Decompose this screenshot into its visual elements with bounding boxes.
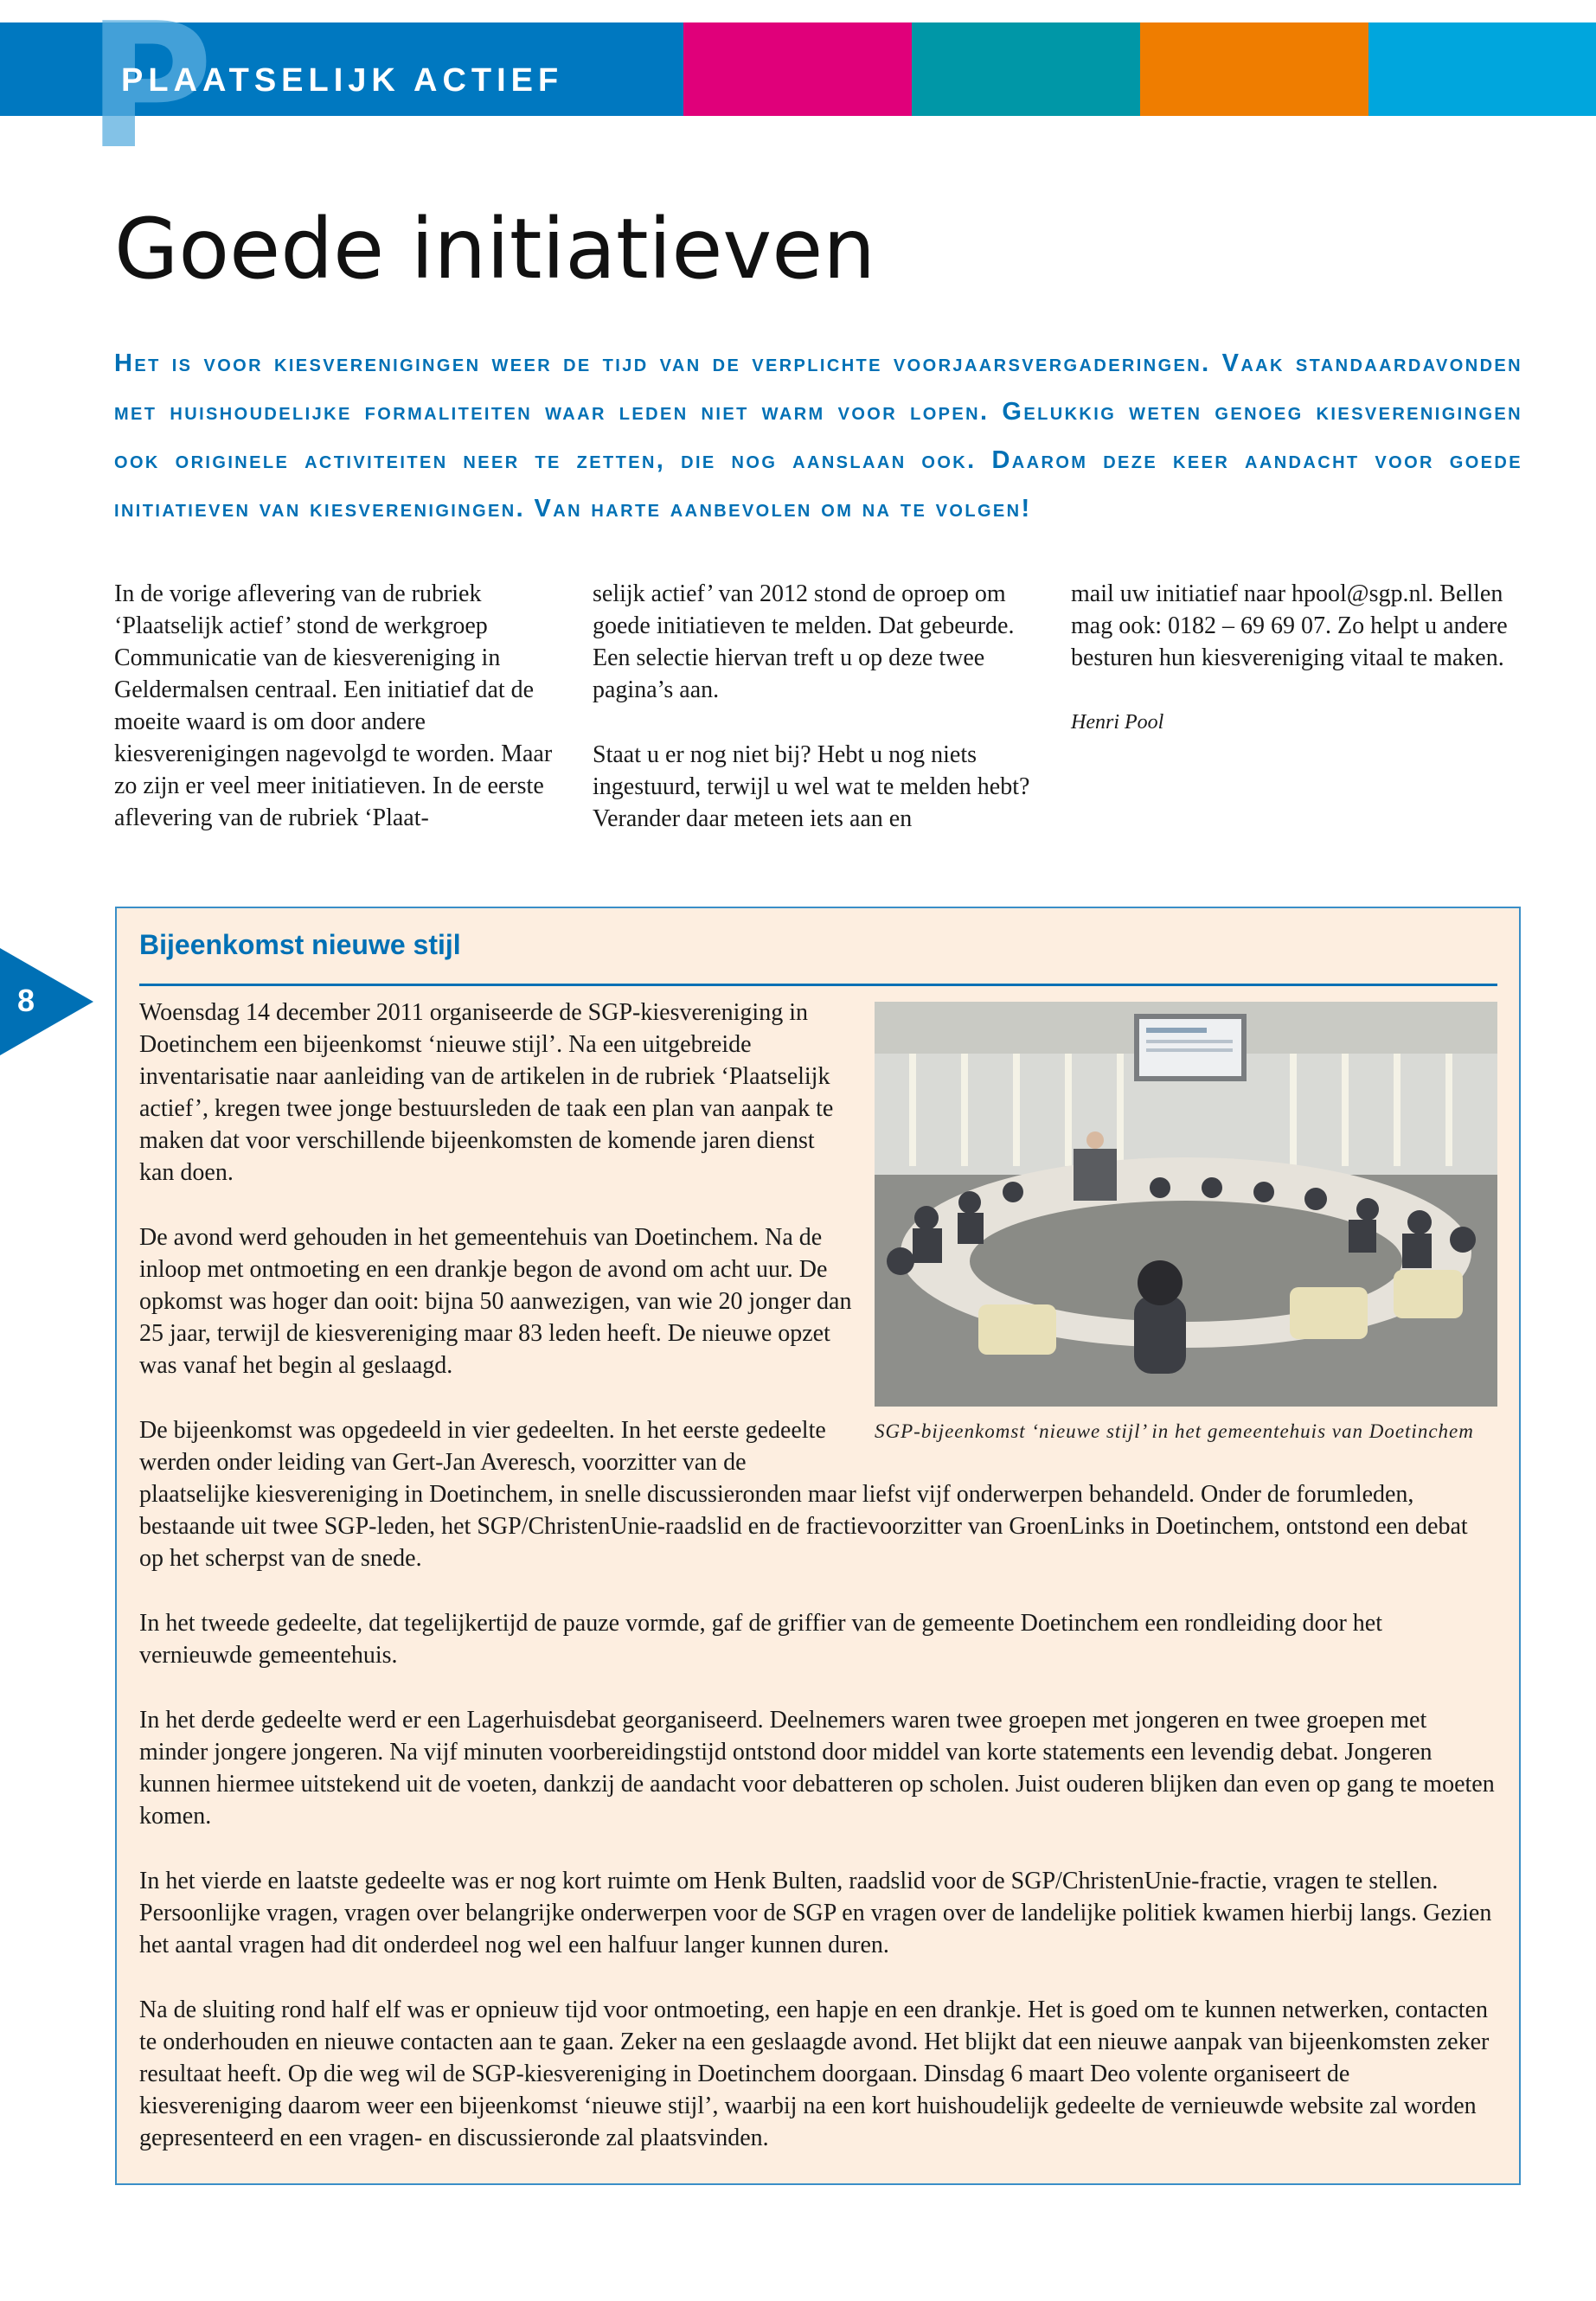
box-paragraph-4: In het tweede gedeelte, dat tegelijkertijd de pauze vormde, gaf de griffier van de gemeente Doetinchem een rondleiding door het vernieuwde gemeentehuis. [139, 1610, 1382, 1669]
column-2 [593, 578, 1042, 868]
meeting-photo-illustration [875, 1002, 1497, 1407]
header-bar-teal [912, 22, 1140, 116]
column-3 [1071, 578, 1521, 772]
article-title: Goede initiatieven [114, 201, 876, 298]
column-1 [114, 578, 564, 867]
column-2-paragraph-1: selijk actief’ van 2012 stond de oproep om goede initiatieven te melden. Dat gebeurde. Een selectie hiervan treft u op deze twee pagina’s aan. [593, 580, 1015, 703]
box-title: Bijeenkomst nieuwe stijl [139, 929, 461, 960]
sidebar-box [115, 907, 1521, 2185]
box-paragraph-5: In het derde gedeelte werd er een Lagerhuisdebat georganiseerd. Deelnemers waren twee groepen met jongeren en twee groepen met minder jongere jongeren. Na vijf minuten voorbereidingstijd ontstond door middel van korte statements een levendig debat. Jongeren kunnen hiermee uitstekend uit de voeten, dankzij de aandacht voor debatteren op scholen. Juist ouderen blijken dan even op gang te moeten komen. [139, 1707, 1495, 1830]
author-signature: Henri Pool [1071, 711, 1164, 734]
header-bar-magenta [683, 22, 912, 116]
header-bar-orange [1140, 22, 1368, 116]
column-2-paragraph-2: Staat u er nog niet bij? Hebt u nog niets ingestuurd, terwijl u wel wat te melden hebt? Verander daar meteen iets aan en [593, 741, 1030, 832]
page-number: 8 [17, 983, 35, 1018]
box-paragraph-2: De avond werd gehouden in het gemeentehuis van Doetinchem. Na de inloop met ontmoeting en een drankje begon de avond om acht uur. De opkomst was hoger dan ooit: bijna 50 aanwezigen, van wie 20 jonger dan 25 jaar, terwijl de kiesvereniging maar 83 leden heeft. De nieuwe opzet was vanaf het begin al geslaagd. [139, 1224, 852, 1379]
photo-block [875, 1002, 1497, 1452]
section-label: PLAATSELIJK ACTIEF [121, 62, 564, 99]
page-marker-triangle [0, 948, 93, 1055]
section-letter: P [87, 0, 214, 188]
header-bar-lightblue [1368, 22, 1596, 116]
article-intro: Het is voor kiesverenigingen weer de tijd van de verplichte voorjaarsvergaderingen. Vaak standaardavonden met huishoudelijke formaliteiten waar leden niet warm voor lopen. Gelukkig weten genoeg kiesverenigingen ook originele activiteiten neer te zetten, die nog aanslaan ook. Daarom deze keer aandacht voor goede initiatieven van kiesverenigingen. Van harte aanbevolen om na te volgen! [114, 349, 1522, 522]
box-paragraph-1: Woensdag 14 december 2011 organiseerde de SGP-kiesvereniging in Doetinchem een bijeenkomst ‘nieuwe stijl’. Na een uitgebreide inventarisatie naar aanleiding van de artikelen in de rubriek ‘Plaatselijk actief’, kregen twee jonge bestuursleden de taak een plan van aanpak te maken dat voor verschillende bijeenkomsten de komende jaren dienst kan doen. [139, 999, 834, 1186]
box-body [139, 997, 1497, 2187]
photo-caption: SGP-bijeenkomst ‘nieuwe stijl’ in het gemeentehuis van Doetinchem [875, 1420, 1474, 1442]
box-paragraph-6: In het vierde en laatste gedeelte was er nog kort ruimte om Henk Bulten, raadslid voor de SGP/ChristenUnie-fractie, vragen te stellen. Persoonlijke vragen, vragen over belangrijke onderwerpen voor de SGP en vragen over de landelijke politiek kwamen hierbij langs. Gezien het aantal vragen had dit onderdeel nog wel een halfuur langer kunnen duren. [139, 1868, 1492, 1958]
column-3-paragraph: mail uw initiatief naar hpool@sgp.nl. Bellen mag ook: 0182 – 69 69 07. Zo helpt u andere besturen hun kiesvereniging vitaal te maken. [1071, 580, 1508, 671]
meeting-photo [875, 1002, 1497, 1407]
box-paragraph-3: De bijeenkomst was opgedeeld in vier gedeelten. In het eerste gedeelte werden onder leiding van Gert-Jan Averesch, voorzitter van de plaatselijke kiesvereniging in Doetinchem, in snelle discussieronden maar liefst vijf onderwerpen behandeld. Onder de forumleden, bestaande uit twee SGP-leden, het SGP/ChristenUnie-raadslid en de fractievoorzitter van GroenLinks in Doetinchem, ontstond een debat op het scherpst van de snede. [139, 1417, 1468, 1572]
box-paragraph-7: Na de sluiting rond half elf was er opnieuw tijd voor ontmoeting, een hapje en een drankje. Het is goed om te kunnen netwerken, contacten te onderhouden en nieuwe contacten aan te gaan. Zeker na een geslaagde avond. Het blijkt dat een nieuwe aanpak van bijeenkomsten zeker resultaat heeft. Op die weg wil de SGP-kiesvereniging in Doetinchem doorgaan. Dinsdag 6 maart Deo volente organiseert de kiesvereniging daarom weer een bijeenkomst ‘nieuwe stijl’, waarbij na een kort huishoudelijk gedeelte de vernieuwde website zal worden gepresenteerd en een vragen- en discussieronde zal plaatsvinden. [139, 1997, 1490, 2151]
box-title-rule [139, 984, 1497, 986]
column-1-paragraph: In de vorige aflevering van de rubriek ‘Plaatselijk actief’ stond de werkgroep Communicatie van de kiesvereniging in Geldermalsen centraal. Een initiatief dat de moeite waard is om door andere kiesverenigingen nagevolgd te worden. Maar zo zijn er veel meer initiatieven. In de eerste aflevering van de rubriek ‘Plaat- [114, 580, 553, 831]
article-columns [114, 578, 1522, 837]
